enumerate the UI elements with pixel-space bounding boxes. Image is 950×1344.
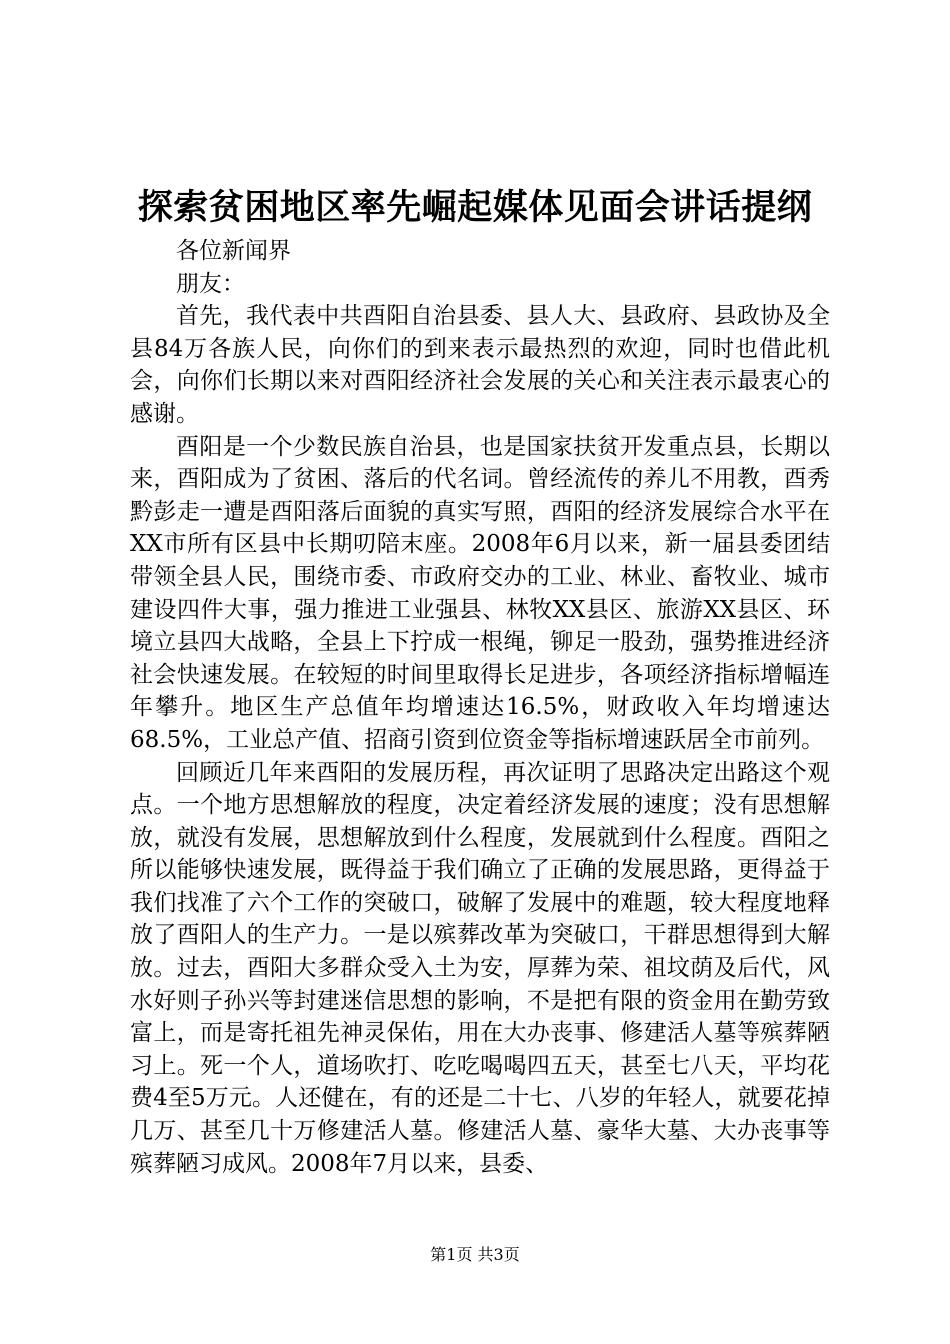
document-body	[130, 235, 830, 1180]
body-paragraph: 首先，我代表中共酉阳自治县委、县人大、县政府、县政协及全县84万各族人民，向你们的到来表示最热烈的欢迎，同时也借此机会，向你们长期以来对酉阳经济社会发展的关心和关注表示最衷心的感谢。	[130, 303, 830, 427]
salutation-line: 各位新闻界	[176, 238, 291, 264]
page-number: 第1页 共3页	[430, 1245, 520, 1264]
document-title: 探索贫困地区率先崛起媒体见面会讲话提纲	[137, 187, 813, 228]
page-footer	[0, 1244, 950, 1266]
salutation-line: 朋友：	[176, 270, 245, 297]
body-paragraph: 回顾近几年来酉阳的发展历程，再次证明了思路决定出路这个观点。一个地方思想解放的程度，决定着经济发展的速度；没有思想解放，就没有发展，思想解放到什么程度，发展就到什么程度。酉阳之所以能够快速发展，既得益于我们确立了正确的发展思路，更得益于我们找准了六个工作的突破口，破解了发展中的难题，较大程度地释放了酉阳人的生产力。一是以殡葬改革为突破口，干群思想得到大解放。过去，酉阳大多群众受入土为安，厚葬为荣、祖坟荫及后代，风水好则子孙兴等封建迷信思想的影响，不是把有限的资金用在勤劳致富上，而是寄托祖先神灵保佑，用在大办丧事、修建活人墓等殡葬陋习上。死一个人，道场吹打、吃吃喝喝四五天，甚至七八天，平均花费4至5万元。人还健在，有的还是二十七、八岁的年轻人，就要花掉几万、甚至几十万修建活人墓。修建活人墓、豪华大墓、大办丧事等殡葬陋习成风。2008年7月以来，县委、	[130, 759, 830, 1177]
body-paragraph: 酉阳是一个少数民族自治县，也是国家扶贫开发重点县，长期以来，酉阳成为了贫困、落后的代名词。曾经流传的养儿不用教，酉秀黔彭走一遭是酉阳落后面貌的真实写照，酉阳的经济发展综合水平在XX市所有区县中长期叨陪末座。2008年6月以来，新一届县委团结带领全县人民，围绕市委、市政府交办的工业、林业、畜牧业、城市建设四件大事，强力推进工业强县、林牧XX县区、旅游XX县区、环境立县四大战略，全县上下拧成一根绳，铆足一股劲，强势推进经济社会快速发展。在较短的时间里取得长足进步，各项经济指标增幅连年攀升。地区生产总值年均增速达16.5%，财政收入年均增速达68.5%，工业总产值、招商引资到位资金等指标增速跃居全市前列。	[130, 433, 830, 753]
